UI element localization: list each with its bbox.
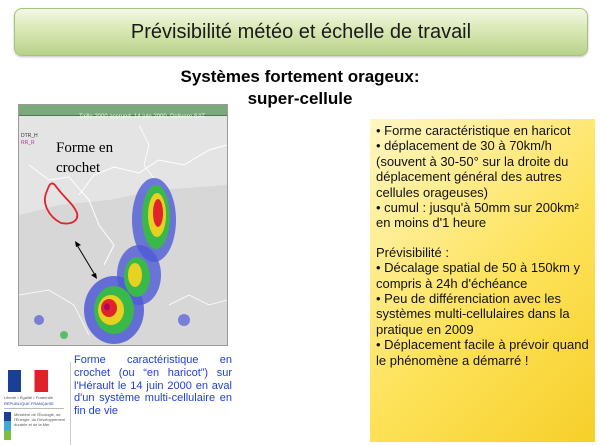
radar-legend [21,133,38,147]
radar-legend-line2: RR_R [21,140,35,146]
radar-image [18,104,228,346]
slide-subtitle-line2: super-cellule [247,89,353,108]
info-section-title: Prévisibilité : [376,244,449,260]
hook-label [56,138,113,178]
radar-legend-line1: DTR_H [21,133,38,139]
hook-label-line2: crochet [56,160,101,176]
marianne-flag-icon [8,370,48,392]
radar-caption: Forme caractéristique en crochet (ou “en haricot”) sur l'Hérault le 14 juin 2000 en aval d'un système multi-cellulaire en fin de vie [74,354,232,418]
logo-republic: RÉPUBLIQUE FRANÇAISE [4,401,54,406]
info-bullet-6: • Déplacement facile à prévoir quand le phénomène a démarré ! [376,337,589,368]
logo-motto: Liberté • Égalité • Fraternité [4,395,53,400]
info-bullet-2: • déplacement de 30 à 70km/h (souvent à 30-50° sur la droite du déplacement général des autres cellules orageuses) [376,138,569,200]
info-bullet-1: • Forme caractéristique en haricot [376,123,571,138]
radar-top-bar-text: Taille 2000 accrued, 14 juin 2000, Delivere SAT [79,114,205,120]
republique-francaise-logo [0,362,71,445]
hook-label-line1: Forme en [56,140,114,156]
ministry-colorbar-icon [4,412,11,440]
slide-subtitle-line1: Systèmes fortement orageux: [180,67,420,86]
logo-ministry: Ministère de l'Écologie, de l'Énergie, du Développement durable et de la Mer [14,412,66,427]
radar-map-graphic [19,105,227,345]
info-bullet-3: • cumul : jusqu'à 50mm sur 200km² en moins d'1 heure [376,200,579,231]
slide-title: Prévisibilité météo et échelle de travail [130,20,472,43]
slide-title-bar [14,8,588,56]
radar-top-bar [19,105,227,120]
info-bullet-5: • Peu de différenciation avec les systèmes multi-cellulaires dans la pratique en 2009 [376,291,570,337]
info-bullet-4: • Décalage spatial de 50 à 150km y compris à 24h d'échéance [376,260,581,291]
logo-divider [4,408,64,409]
info-box [370,119,595,442]
